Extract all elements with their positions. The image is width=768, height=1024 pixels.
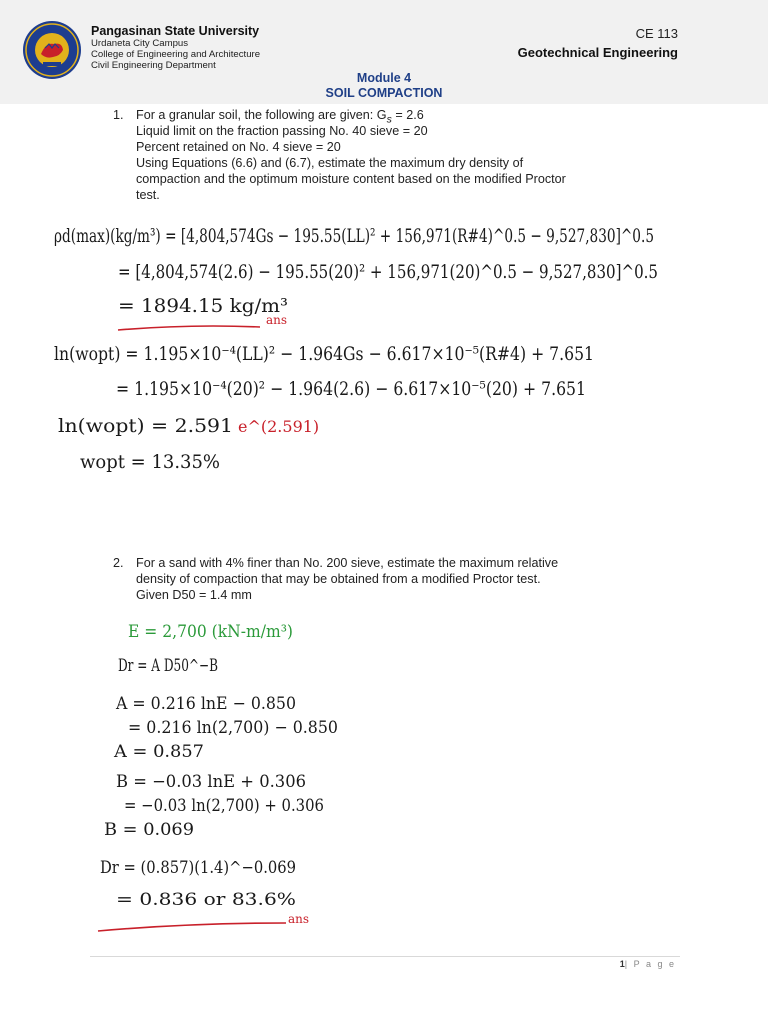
problem-1-line: Percent retained on No. 4 sieve = 20 [136, 140, 341, 154]
course-block [518, 26, 678, 60]
energy-note: E = 2,700 (kN-m/m³) [128, 622, 293, 642]
handwritten-line: = [4,804,574(2.6) − 195.55(20)² + 156,971(20)^0.5 − 9,527,830]^0.5 [118, 261, 658, 283]
problem-2-line: density of compaction that may be obtained from a modified Proctor test. [136, 572, 541, 586]
problem-2-solution [0, 605, 768, 940]
handwritten-line: Dr = A D50^−B [118, 656, 218, 676]
problem-number: 1. [113, 108, 124, 122]
handwritten-line: ln(wopt) = 1.195×10⁻⁴(LL)² − 1.964Gs − 6.617×10⁻⁵(R#4) + 7.651 [54, 343, 594, 365]
handwritten-line: = 1894.15 kg/m³ [118, 295, 288, 317]
problem-1-line: For a granular soil, the following are given: $G_s = 2.6$ [136, 108, 424, 126]
handwritten-line: = 0.836 or 83.6% [116, 890, 296, 910]
page-footer [620, 959, 676, 969]
handwritten-line: A = 0.857 [112, 742, 204, 762]
problem-1-line: test. [136, 188, 160, 202]
answer-underline [118, 326, 260, 330]
problem-1-line: Using Equations (6.6) and (6.7), estimate the maximum dry density of [136, 156, 524, 170]
problem-2-line: Given D50 = 1.4 mm [136, 588, 252, 602]
problem-1-solution [0, 200, 768, 490]
university-block [91, 24, 260, 71]
footer-divider [90, 956, 680, 957]
problem-2 [113, 555, 693, 603]
handwritten-line: = 1.195×10⁻⁴(20)² − 1.964(2.6) − 6.617×10⁻⁵(20) + 7.651 [116, 378, 586, 400]
handwritten-line: = 0.216 ln(2,700) − 0.850 [128, 718, 338, 738]
page-label: | P a g e [624, 959, 676, 969]
module-title: SOIL COMPACTION [325, 86, 443, 100]
handwritten-line: = −0.03 ln(2,700) + 0.306 [124, 796, 324, 816]
handwritten-line: Dr = (0.857)(1.4)^−0.069 [100, 858, 296, 878]
answer-mark: ans [288, 912, 310, 926]
problem-1 [113, 107, 693, 203]
handwritten-line: B = −0.03 lnE + 0.306 [116, 772, 306, 792]
college-name: College of Engineering and Architecture [91, 49, 261, 60]
page-number: 1 [619, 959, 625, 969]
problem-number: 2. [113, 556, 124, 570]
handwritten-line: A = 0.216 lnE − 0.850 [115, 694, 296, 714]
department-name: Civil Engineering Department [91, 60, 216, 71]
handwritten-line: wopt = 13.35% [80, 451, 220, 473]
course-code: CE 113 [635, 26, 678, 41]
answer-mark: ans [266, 313, 288, 327]
module-number: Module 4 [356, 71, 412, 85]
handwritten-line: ln(wopt) = 2.591 [58, 415, 233, 437]
answer-underline [98, 923, 286, 931]
university-name: Pangasinan State University [91, 24, 260, 38]
handwritten-line: ρd(max)(kg/m³) = [4,804,574Gs − 195.55(LL)² + 156,971(R#4)^0.5 − 9,527,830]^0.5 [54, 225, 654, 247]
problem-2-line: For a sand with 4% finer than No. 200 sieve, estimate the maximum relative [136, 556, 559, 570]
exponent-note: e^(2.591) [238, 417, 320, 436]
campus-name: Urdaneta City Campus [91, 38, 189, 49]
course-title: Geotechnical Engineering [517, 45, 678, 60]
handwritten-line: B = 0.069 [104, 820, 194, 840]
problem-1-line: compaction and the optimum moisture content based on the modified Proctor [136, 172, 566, 186]
problem-1-line: Liquid limit on the fraction passing No. 40 sieve = 20 [136, 124, 428, 138]
